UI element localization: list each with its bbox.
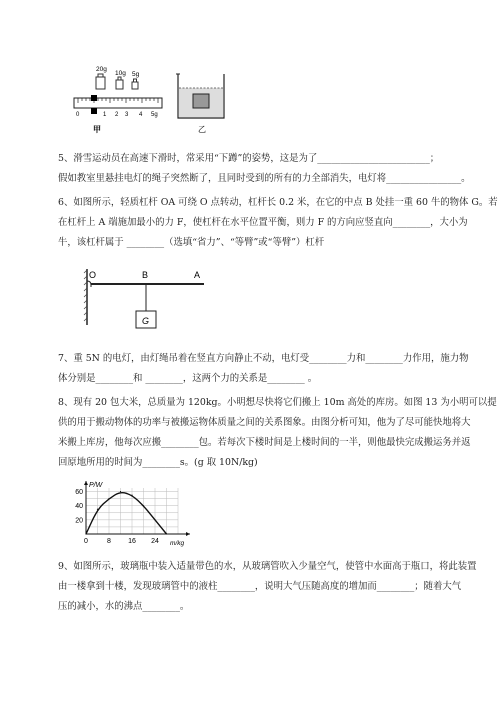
x-tick-label: 16 [128, 538, 136, 545]
power-curve [86, 493, 167, 534]
label-b: B [142, 270, 149, 280]
q7-line-2: 体分别是________和 ________，这两个力的关系是________ 。 [58, 373, 318, 384]
block [193, 94, 209, 108]
x-axis-label: m/kg [170, 540, 185, 547]
weight-10g-label: 10g [115, 70, 126, 77]
figure-yi-beaker [172, 70, 232, 135]
x-axis-arrow [186, 532, 190, 536]
q6-line-1: 6、如图所示，轻质杠杆 OA 可绕 O 点转动，杠杆长 0.2 米，在它的中点 B 处挂一重 60 牛的物体 G。若 [58, 197, 498, 208]
figure-jia-balance [70, 55, 170, 135]
rider [91, 95, 97, 101]
weight-5g [132, 82, 138, 89]
rider-base [91, 108, 97, 114]
q7-line-1: 7、重 5N 的电灯，由灯绳吊着在竖直方向静止不动，电灯受________力和________力作用，施力物 [58, 353, 469, 364]
y-axis-label: P/W [89, 482, 103, 489]
label-g: G [142, 316, 150, 326]
q5-line-1: 5、滑雪运动员在高速下滑时，常采用“下蹲”的姿势，这是为了________________________； [58, 153, 440, 164]
y-tick-label: 20 [75, 517, 83, 525]
q8-line-3: 米搬上库房，他每次应搬________包。若每次下楼时间是上楼时间的一半，则他最快完成搬运务并返 [58, 437, 471, 448]
q8-line-2: 供的用于搬动物体的功率与被搬运物体质量之间的关系图象。由图分析可知，他为了尽可能快地将大 [58, 417, 471, 428]
beam-tick-2: 2 [115, 112, 119, 118]
beam-tick-4: 4 [139, 112, 143, 118]
q6-line-2: 在杠杆上 A 端施加最小的力 F，使杠杆在水平位置平衡，则力 F 的方向应竖直向________，大小为 [58, 217, 468, 228]
weight-10g [116, 80, 123, 89]
power-mass-chart [66, 478, 196, 550]
beam-tick-1: 1 [103, 112, 107, 118]
y-tick-label: 40 [75, 503, 83, 511]
q9-line-1: 9、如图所示，玻璃瓶中装入适量带色的水，从玻璃管吹入少量空气，使管中水面高于瓶口，将此装置 [58, 561, 477, 572]
beam-tick-0: 0 [76, 112, 80, 118]
figure-yi-caption: 乙 [198, 125, 206, 134]
x-tick-label: 24 [151, 538, 159, 545]
weight-20g [96, 77, 105, 89]
q8-line-1: 8、现有 20 包大米，总质量为 120kg。小明想尽快将它们搬上 10m 高处的库房。如图 13 为小明可以提 [58, 397, 497, 408]
q9-line-2: 由一楼拿到十楼，发现玻璃管中的液柱________，说明大气压随高度的增加而________；随着大气 [58, 581, 462, 592]
beam-tick-3: 3 [125, 112, 129, 118]
x-tick-label: 0 [84, 538, 88, 545]
x-tick-label: 8 [107, 538, 111, 545]
y-axis-arrow [84, 481, 88, 485]
data-point [120, 491, 121, 492]
q5-line-2: 假如教室里悬挂电灯的绳子突然断了，且同时受到的所有的力全部消失，电灯将________________。 [58, 173, 471, 184]
beam-tick-5: 5g [151, 112, 158, 118]
y-tick-label: 60 [75, 489, 83, 497]
weight-20g-label: 20g [96, 66, 107, 73]
q8-line-4: 回原地所用的时间为________s。(g 取 10N/kg) [58, 457, 258, 468]
weight-5g-label: 5g [132, 71, 140, 78]
label-o: O [89, 270, 97, 280]
q9-line-3: 压的减小，水的沸点________。 [58, 601, 190, 612]
figure-jia-caption: 甲 [93, 125, 101, 134]
lever-figure [80, 265, 220, 335]
label-a: A [194, 270, 201, 280]
q6-line-3: 牛，该杠杆属于 ________（选填“省力”、“等臂”或“等臂”）杠杆 [58, 237, 325, 248]
